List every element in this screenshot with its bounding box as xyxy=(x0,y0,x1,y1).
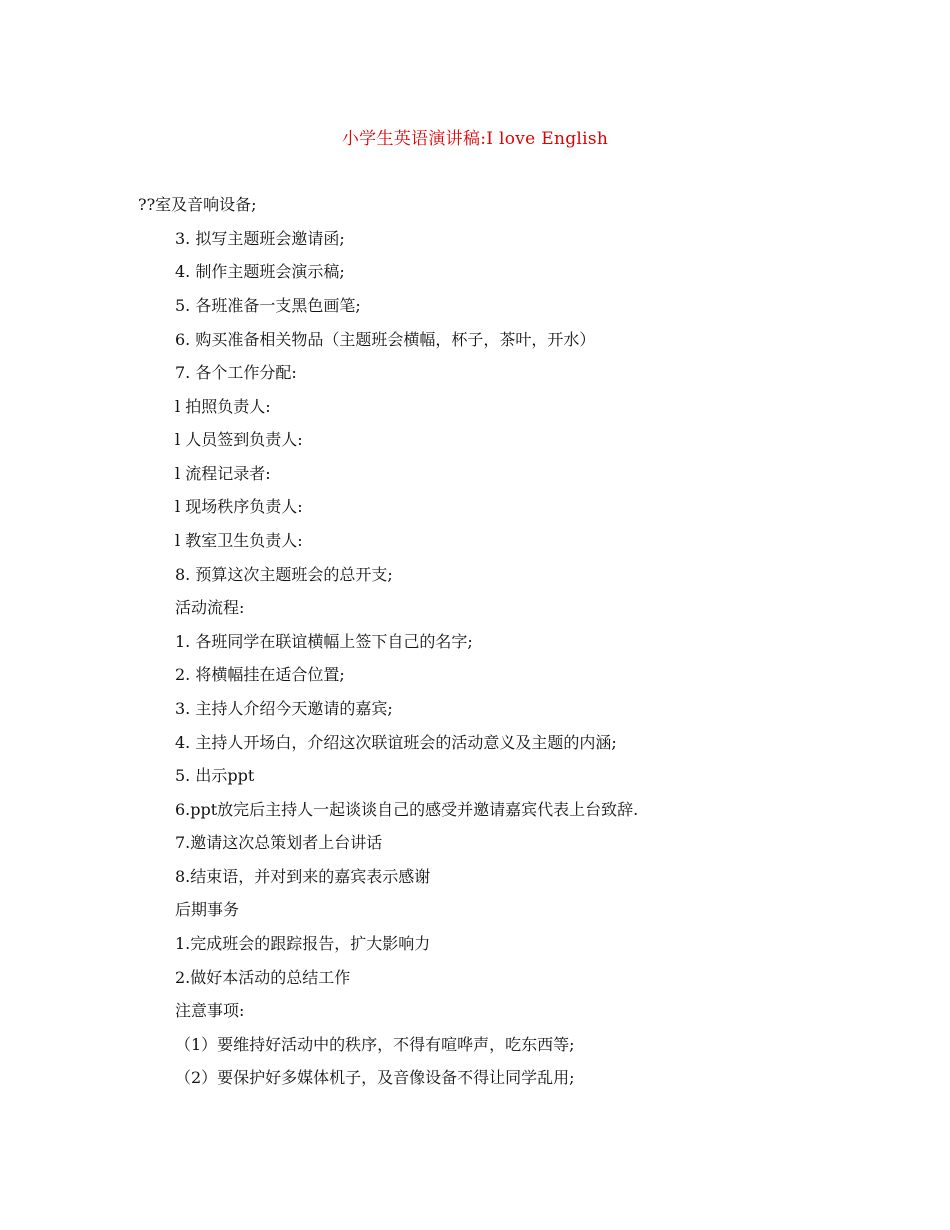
document-title: 小学生英语演讲稿:I love English xyxy=(341,129,609,149)
body-line: 注意事项: xyxy=(175,1001,245,1020)
body-line: （1）要维持好活动中的秩序，不得有喧哗声，吃东西等; xyxy=(175,1035,575,1054)
body-line: 8.结束语，并对到来的嘉宾表示感谢 xyxy=(175,867,431,886)
body-line: 1.完成班会的跟踪报告，扩大影响力 xyxy=(175,934,431,953)
body-line: ??室及音响设备; xyxy=(138,195,257,214)
body-line: 后期事务 xyxy=(175,900,240,919)
body-line: 2. 将横幅挂在适合位置; xyxy=(175,665,345,684)
body-line: 2.做好本活动的总结工作 xyxy=(175,968,351,987)
body-line: 4. 主持人开场白，介绍这次联谊班会的活动意义及主题的内涵; xyxy=(175,733,617,752)
body-line: l 拍照负责人: xyxy=(175,397,271,416)
body-line: l 人员签到负责人: xyxy=(175,430,303,449)
body-line: 7. 各个工作分配: xyxy=(175,363,297,382)
body-line: 3. 拟写主题班会邀请函; xyxy=(175,229,345,248)
body-line: 3. 主持人介绍今天邀请的嘉宾; xyxy=(175,699,393,718)
body-line: 6. 购买准备相关物品（主题班会横幅，杯子，茶叶，开水） xyxy=(175,330,596,349)
body-line: l 教室卫生负责人: xyxy=(175,531,303,550)
body-line: l 现场秩序负责人: xyxy=(175,497,303,516)
body-line: 6.ppt放完后主持人一起谈谈自己的感受并邀请嘉宾代表上台致辞. xyxy=(175,800,639,819)
body-line: 8. 预算这次主题班会的总开支; xyxy=(175,565,393,584)
body-line: 5. 各班准备一支黑色画笔; xyxy=(175,296,361,315)
body-line: 1. 各班同学在联谊横幅上签下自己的名字; xyxy=(175,632,473,651)
body-line: 4. 制作主题班会演示稿; xyxy=(175,262,345,281)
body-line: 活动流程: xyxy=(175,598,245,617)
body-line: 7.邀请这次总策划者上台讲话 xyxy=(175,833,383,852)
body-line: 5. 出示ppt xyxy=(175,766,255,785)
body-line: l 流程记录者: xyxy=(175,464,271,483)
body-line: （2）要保护好多媒体机子，及音像设备不得让同学乱用; xyxy=(175,1068,575,1087)
